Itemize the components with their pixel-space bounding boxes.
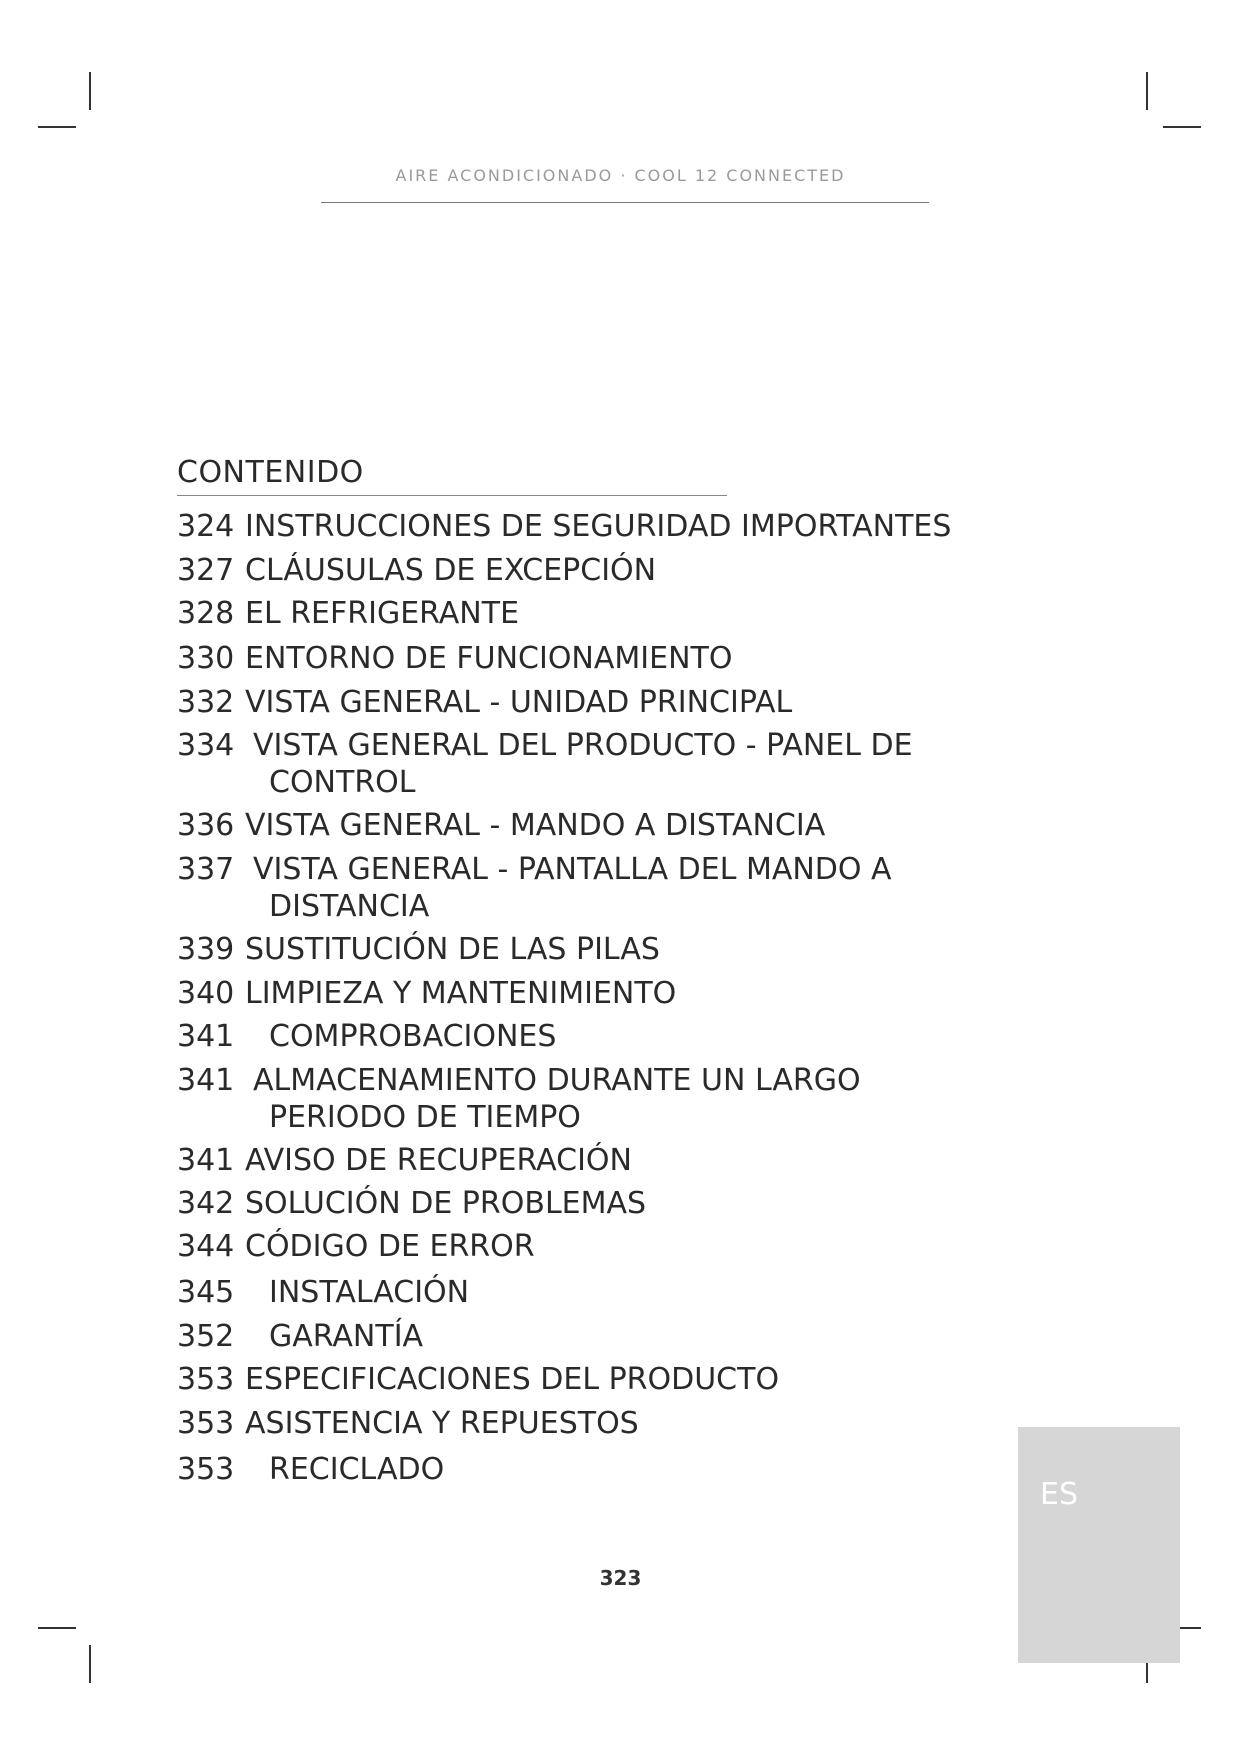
toc-entry-title: VISTA GENERAL - PANTALLA DEL MANDO A (253, 852, 892, 887)
toc-entry-title: VISTA GENERAL - UNIDAD PRINCIPAL (245, 685, 793, 720)
toc-entry[interactable] (177, 1228, 535, 1265)
toc-page-number: 339 (177, 932, 235, 967)
toc-entry-title: INSTALACIÓN (269, 1275, 470, 1310)
language-tab (1018, 1427, 1180, 1663)
toc-entry-title-continuation: CONTROL (269, 765, 416, 800)
toc-entry-title: SOLUCIÓN DE PROBLEMAS (245, 1186, 647, 1221)
toc-entry[interactable] (177, 1062, 861, 1136)
toc-entry[interactable] (177, 640, 732, 677)
toc-entry-title: VISTA GENERAL DEL PRODUCTO - PANEL DE (253, 728, 913, 763)
toc-entry-title: AVISO DE RECUPERACIÓN (245, 1143, 632, 1178)
toc-page-number: 341 (177, 1019, 235, 1054)
crop-mark-bottom-left-horizontal (38, 1627, 76, 1629)
toc-entry[interactable] (177, 1405, 639, 1442)
toc-page-number: 324 (177, 509, 235, 544)
toc-entry[interactable] (177, 807, 825, 844)
header-rule (321, 202, 929, 203)
toc-entry[interactable] (177, 1451, 444, 1488)
page-number: 323 (599, 1566, 642, 1590)
toc-entry[interactable] (177, 1185, 646, 1222)
toc-entry-title: LIMPIEZA Y MANTENIMIENTO (245, 976, 677, 1011)
toc-entry-title: SUSTITUCIÓN DE LAS PILAS (245, 932, 660, 967)
toc-entry-title: ASISTENCIA Y REPUESTOS (245, 1406, 639, 1441)
toc-entry[interactable] (177, 508, 951, 545)
toc-entry[interactable] (177, 851, 892, 925)
toc-page-number: 342 (177, 1186, 235, 1221)
toc-entry[interactable] (177, 975, 676, 1012)
toc-entry[interactable] (177, 552, 656, 589)
toc-entry[interactable] (177, 931, 660, 968)
toc-entry[interactable] (177, 1318, 423, 1355)
toc-entry[interactable] (177, 727, 913, 801)
toc-entry[interactable] (177, 1142, 632, 1179)
toc-page-number: 330 (177, 641, 235, 676)
toc-entry-title-continuation: PERIODO DE TIEMPO (269, 1100, 581, 1135)
toc-entry-title: VISTA GENERAL - MANDO A DISTANCIA (245, 808, 826, 843)
toc-page-number: 353 (177, 1452, 235, 1487)
crop-mark-top-left-horizontal (38, 126, 76, 128)
toc-entry-title: GARANTÍA (269, 1319, 424, 1354)
crop-mark-top-right-horizontal (1163, 126, 1201, 128)
toc-page-number: 327 (177, 553, 235, 588)
toc-page-number: 336 (177, 808, 235, 843)
crop-mark-bottom-left-vertical (89, 1645, 91, 1683)
toc-page-number: 334 (177, 728, 235, 763)
toc-page-number: 337 (177, 852, 235, 887)
toc-title: CONTENIDO (177, 455, 364, 490)
toc-page-number: 344 (177, 1229, 235, 1264)
toc-entry[interactable] (177, 1361, 779, 1398)
running-header: AIRE ACONDICIONADO · COOL 12 CONNECTED (395, 166, 846, 185)
toc-page-number: 341 (177, 1063, 235, 1098)
toc-entry-title: CÓDIGO DE ERROR (245, 1229, 535, 1264)
toc-entry-title: INSTRUCCIONES DE SEGURIDAD IMPORTANTES (245, 509, 952, 544)
toc-page-number: 353 (177, 1362, 235, 1397)
toc-entry-title: COMPROBACIONES (269, 1019, 557, 1054)
toc-page-number: 352 (177, 1319, 235, 1354)
toc-entry[interactable] (177, 595, 519, 632)
toc-entry[interactable] (177, 684, 792, 721)
toc-entry[interactable] (177, 1274, 469, 1311)
crop-mark-top-right-vertical (1146, 72, 1148, 110)
toc-page-number: 341 (177, 1143, 235, 1178)
toc-entry-title: ENTORNO DE FUNCIONAMIENTO (245, 641, 733, 676)
toc-entry-title-continuation: DISTANCIA (269, 889, 430, 924)
toc-entry[interactable] (177, 1018, 556, 1055)
toc-page-number: 353 (177, 1406, 235, 1441)
toc-title-rule (177, 495, 727, 496)
language-tab-label: ES (1040, 1477, 1078, 1512)
toc-entry-title: CLÁUSULAS DE EXCEPCIÓN (245, 553, 657, 588)
crop-mark-top-left-vertical (89, 72, 91, 110)
toc-page-number: 328 (177, 596, 235, 631)
toc-page-number: 345 (177, 1275, 235, 1310)
toc-entry-title: ALMACENAMIENTO DURANTE UN LARGO (253, 1063, 861, 1098)
toc-page-number: 340 (177, 976, 235, 1011)
toc-entry-title: ESPECIFICACIONES DEL PRODUCTO (245, 1362, 780, 1397)
toc-entry-title: RECICLADO (269, 1452, 445, 1487)
toc-page-number: 332 (177, 685, 235, 720)
toc-entry-title: EL REFRIGERANTE (245, 596, 520, 631)
